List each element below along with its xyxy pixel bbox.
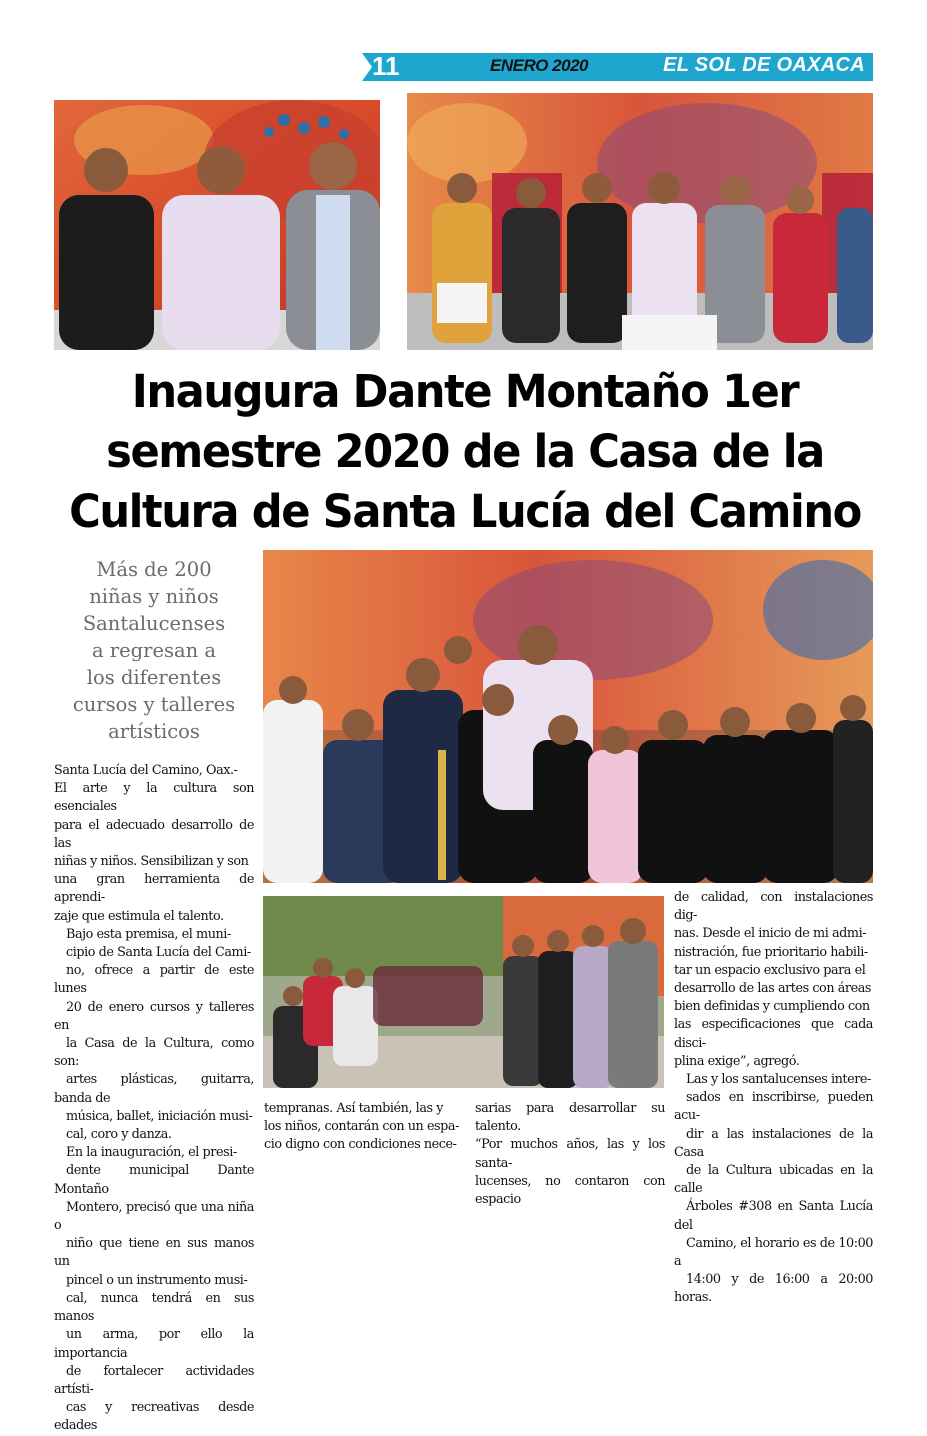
headline [57,362,873,542]
text-line: sarias para desarrollar su talento. [475,1101,665,1135]
text-line: pincel o un instrumento musi- [66,1272,248,1288]
text-line: Santa Lucía del Camino, Oax.- [54,763,238,778]
text-line: cipio de Santa Lucía del Cami- [66,945,251,961]
text-line: de la Cultura ubicadas en la calle [674,1163,873,1197]
text-line: bien definidas y cumpliendo con [674,999,870,1015]
text-line: niñas y niños. Sensibilizan y son [54,854,249,870]
text-line: para el adecuado desarrollo de las [54,817,254,851]
text-line: de calidad, con instalaciones dig- [674,890,873,924]
text-line: tempranas. Así también, las y [264,1101,444,1116]
text-line: cal, nunca tendrá en sus manos [54,1290,254,1325]
issue-date: ENERO 2020 [490,56,588,75]
text-line: artes plásticas, guitarra, banda de [54,1072,254,1106]
subhead-line: niñas y niños [89,585,219,608]
subhead-line: cursos y talleres [72,693,236,716]
subhead-line: los diferentes [86,666,222,689]
text-line: de fortalecer actividades artísti- [54,1363,254,1397]
text-line: En la inauguración, el presi- [66,1145,237,1161]
text-line: cal, coro y danza. [66,1127,172,1143]
text-line: 20 de enero cursos y talleres en [54,999,254,1033]
text-line: niño que tiene en sus manos un [54,1236,254,1270]
text-line: “Por muchos años, las y los santa- [475,1137,665,1171]
subhead-line: Santalucenses [82,612,226,635]
page-header [362,53,873,81]
text-line: Las y los santalucenses intere- [686,1072,871,1088]
text-line: cio digno con condiciones nece- [264,1137,457,1153]
article-column-2 [264,1100,467,1155]
headline-line-2: semestre 2020 de la Casa de la [106,425,824,478]
text-line: tar un espacio exclusivo para el [674,962,866,978]
text-line: una gran herramienta de aprendi- [54,872,254,906]
text-line: los niños, contarán con un espa- [264,1119,459,1135]
text-line: no, ofrece a partir de este lunes [54,963,254,997]
text-line: Bajo esta premisa, el muni- [66,926,231,942]
text-line: Camino, el horario es de 10:00 a [674,1235,873,1270]
photo-group-officials [407,93,873,350]
subhead-line: artísticos [108,720,200,743]
text-line: 14:00 y de 16:00 a 20:00 horas. [674,1272,873,1306]
subhead-line: a regresan a [91,639,217,662]
text-line: música, ballet, iniciación musi- [66,1108,253,1124]
text-line: El arte y la cultura son esenciales [54,781,254,815]
subheadline [54,556,254,745]
newspaper-name: EL SOL DE OAXACA [663,54,865,76]
photo-music-students [263,896,664,1088]
text-line: zaje que estimula el talento. [54,908,224,924]
text-line: plina exige”, agregó. [674,1053,800,1069]
text-line: un arma, por ello la importancia [54,1327,254,1361]
text-line: dente municipal Dante Montaño [54,1163,254,1197]
article-column-3 [475,1100,665,1209]
subhead-line: Más de 200 [96,558,212,581]
headline-line-3: Cultura de Santa Lucía del Camino [69,485,861,538]
text-line: nas. Desde el inicio de mi admi- [674,926,867,942]
photo-officials-mural [54,100,380,350]
text-line: lucenses, no contaron con espacio [475,1173,665,1208]
text-line: cas y recreativas desde edades [54,1400,254,1434]
text-line: las especificaciones que cada disci- [674,1017,873,1051]
text-line: Montero, precisó que una niña o [54,1199,254,1234]
text-line: sados en inscribirse, pueden acu- [674,1090,873,1124]
text-line: la Casa de la Cultura, como son: [54,1036,254,1070]
article-column-4 [674,889,873,1308]
photo-children-group [263,550,873,883]
headline-line-1: Inaugura Dante Montaño 1er [131,365,799,418]
text-line: dir a las instalaciones de la Casa [674,1126,873,1160]
page-number: 11 [372,51,400,81]
text-line: nistración, fue prioritario habili- [674,944,868,960]
text-line: desarrollo de las artes con áreas [674,981,871,997]
article-column-1 [54,762,254,1436]
text-line: Árboles #308 en Santa Lucía del [674,1199,873,1233]
